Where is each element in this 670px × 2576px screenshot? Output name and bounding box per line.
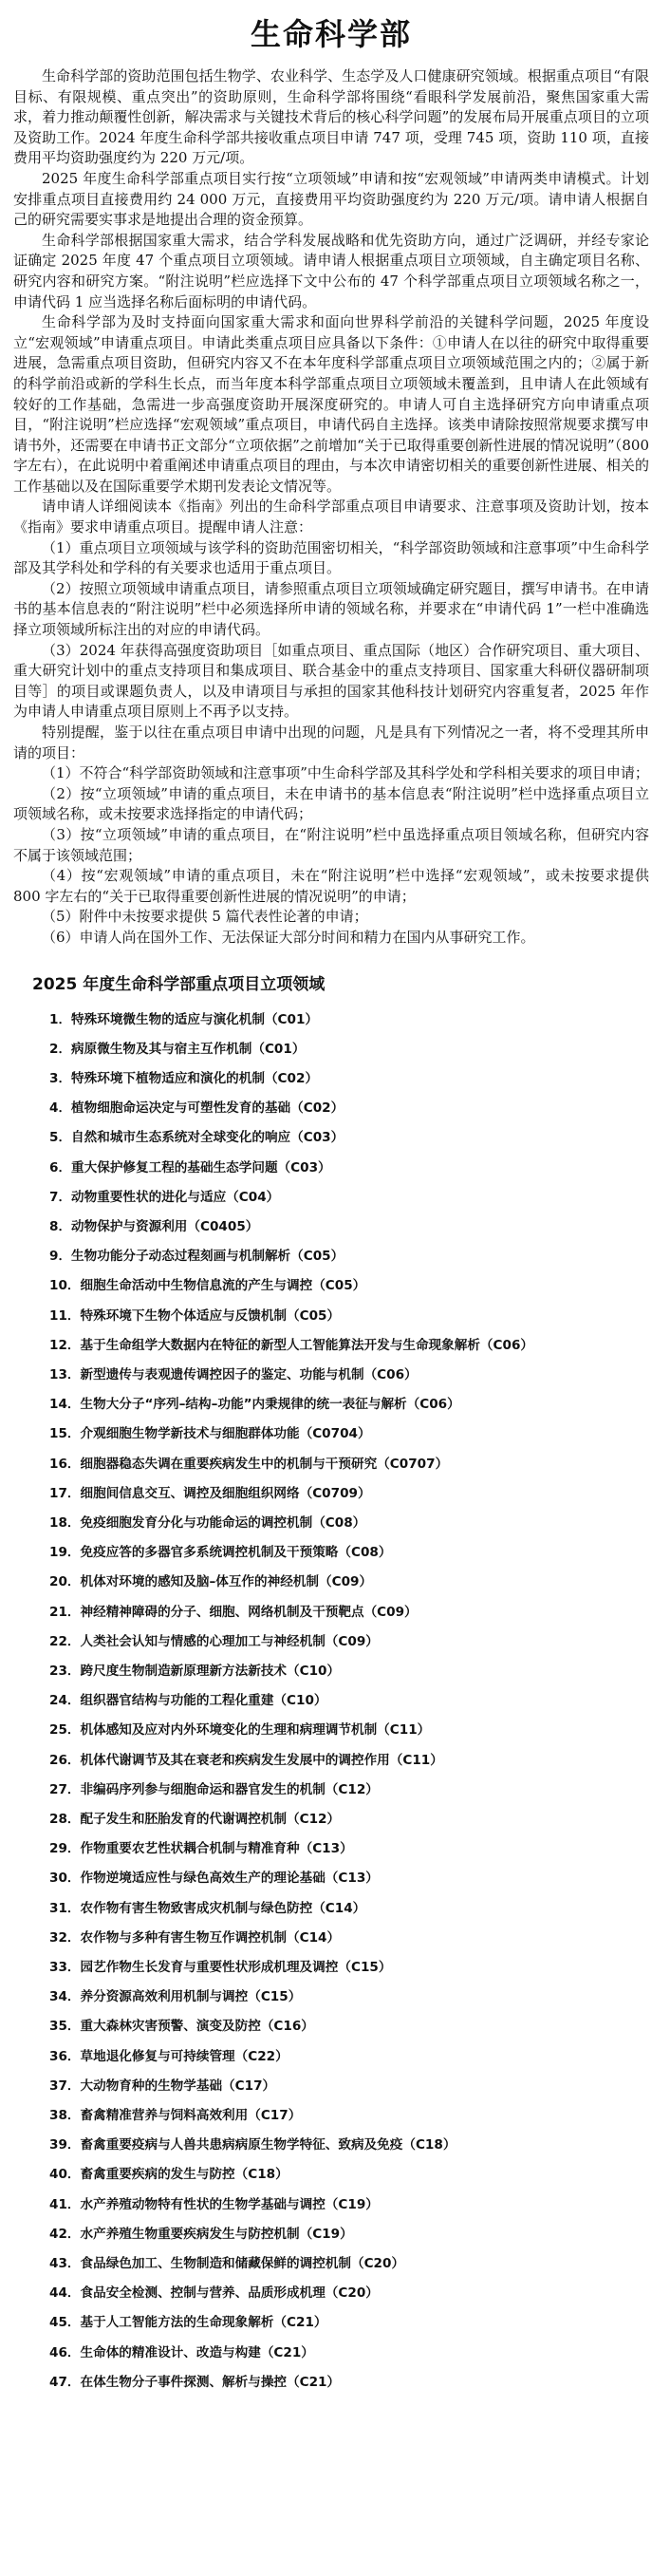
area-item: 35．重大森林灾害预警、演变及防控（C16） [49, 2019, 314, 2035]
area-item: 22．人类社会认知与情感的心理加工与神经机制（C09） [49, 1633, 379, 1649]
paragraph: 生命科学部的资助范围包括生物学、农业科学、生态学及人口健康研究领域。根据重点项目“有限目标、有限规模、重点突出”的资助原则，生命科学部将围绕“看眼科学发展前沿，聚焦国家重大需求，着力推动颠覆性创新，解决需求与关键技术背后的核心科学问题”的发展布局开展重点项目的立项及资助工作。2024 年度生命科学部共接收重点项目申请 747 项，受理 745 项，资助 110 项，直接费用平均资助强度约为 220 万元/项。 [13, 67, 649, 167]
paragraph: 生命科学部根据国家重大需求，结合学科发展战略和优先资助方向，通过广泛调研，并经专家论证确定 2025 年度 47 个重点项目立项领域。请申请人根据重点项目立项领域，自主确定项目名称、研究内容和研究方案。“附注说明”栏应选择下文中公布的 47 个科学部重点项目立项领域名称之一，申请代码 1 应当选择名称后面标明的申请代码。 [13, 231, 649, 310]
area-item: 39．畜禽重要疫病与人兽共患病病原生物学特征、致病及免疫（C18） [49, 2137, 456, 2153]
paragraph: （4）按“宏观领域”申请的重点项目，未在“附注说明”栏中选择“宏观领域”，或未按要求提供 800 字左右的“关于已取得重要创新性进展的情况说明”的申请； [13, 867, 649, 905]
area-item: 2．病原微生物及其与宿主互作机制（C01） [49, 1041, 306, 1057]
page-title: 生命科学部 [250, 16, 412, 52]
paragraph: （5）附件中未按要求提供 5 篇代表性论著的申请； [42, 908, 368, 926]
area-item: 7．动物重要性状的进化与适应（C04） [49, 1189, 280, 1205]
area-item: 21．神经精神障碍的分子、细胞、网络机制及干预靶点（C09） [49, 1604, 418, 1620]
area-item: 12．基于生命组学大数据内在特征的新型人工智能算法开发与生命现象解析（C06） [49, 1337, 533, 1353]
area-item: 11．特殊环境下生物个体适应与反馈机制（C05） [49, 1307, 341, 1324]
area-item: 19．免疫应答的多器官多系统调控机制及干预策略（C08） [49, 1545, 392, 1561]
area-item: 40．畜禽重要疾病的发生与防控（C18） [49, 2167, 288, 2183]
area-item: 41．水产养殖动物特有性状的生物学基础与调控（C19） [49, 2196, 379, 2212]
area-item: 29．作物重要农艺性状耦合机制与精准育种（C13） [49, 1841, 353, 1857]
area-item: 30．作物逆境适应性与绿色高效生产的理论基础（C13） [49, 1871, 379, 1887]
area-item: 16．细胞器稳态失调在重要疾病发生中的机制与干预研究（C0707） [49, 1456, 449, 1472]
area-item: 43．食品绿色加工、生物制造和储藏保鲜的调控机制（C20） [49, 2256, 405, 2272]
areas-list [13, 1006, 649, 2398]
paragraph: （6）申请人尚在国外工作、无法保证大部分时间和精力在国内从事研究工作。 [42, 928, 535, 946]
area-item: 9．生物功能分子动态过程刻画与机制解析（C05） [49, 1249, 344, 1265]
section-title: 2025 年度生命科学部重点项目立项领域 [32, 974, 326, 994]
area-item: 37．大动物育种的生物学基础（C17） [49, 2078, 276, 2094]
area-item: 34．养分资源高效利用机制与调控（C15） [49, 1989, 302, 2005]
area-item: 3．特殊环境下植物适应和演化的机制（C02） [49, 1070, 319, 1086]
paragraph: （2）按照立项领域申请重点项目，请参照重点项目立项领域确定研究题目，撰写申请书。在申请书的基本信息表的“附注说明”栏中必须选择所申请的领域名称，并要求在“申请代码 1”一栏中准确选择立项领域所标注出的对应的申请代码。 [13, 579, 649, 639]
area-item: 6．重大保护修复工程的基础生态学问题（C03） [49, 1159, 331, 1175]
paragraph: （1）不符合“科学部资助领域和注意事项”中生命科学部及其科学处和学科相关要求的项目申请； [42, 764, 649, 782]
area-item: 44．食品安全检测、控制与营养、品质形成机理（C20） [49, 2285, 379, 2302]
area-item: 26．机体代谢调节及其在衰老和疾病发生发展中的调控作用（C11） [49, 1752, 443, 1768]
area-item: 33．园艺作物生长发育与重要性状形成机理及调控（C15） [49, 1960, 392, 1976]
area-item: 17．细胞间信息交互、调控及细胞组织网络（C0709） [49, 1485, 371, 1501]
paragraph: （3）按“立项领域”申请的重点项目，在“附注说明”栏中虽选择重点项目领域名称，但研究内容不属于该领域范围； [13, 825, 649, 864]
paragraph: （1）重点项目立项领域与该学科的资助范围密切相关，“科学部资助领域和注意事项”中生命科学部及其学科处和学科的有关要求也适用于重点项目。 [13, 538, 649, 577]
paragraph: （2）按“立项领域”申请的重点项目，未在申请书的基本信息表“附注说明”栏中选择重点项目立项领域名称，或未按要求选择指定的申请代码； [13, 784, 649, 823]
area-item: 32．农作物与多种有害生物互作调控机制（C14） [49, 1929, 341, 1946]
area-item: 45．基于人工智能方法的生命现象解析（C21） [49, 2315, 327, 2331]
area-item: 13．新型遗传与表观遗传调控因子的鉴定、功能与机制（C06） [49, 1366, 418, 1382]
area-item: 36．草地退化修复与可持续管理（C22） [49, 2048, 288, 2064]
area-item: 23．跨尺度生物制造新原理新方法新技术（C10） [49, 1664, 341, 1679]
paragraph: 2025 年度生命科学部重点项目实行按“立项领域”申请和按“宏观领域”申请两类申请模式。计划安排重点项目直接费用约 24 000 万元，直接费用平均资助强度约为 220 万元/项。请申请人根据自己的研究需要实事求是地提出合理的资金预算。 [13, 169, 649, 229]
area-item: 42．水产养殖生物重要疾病发生与防控机制（C19） [49, 2226, 353, 2242]
area-item: 8．动物保护与资源利用（C0405） [49, 1218, 259, 1234]
area-item: 10．细胞生命活动中生物信息流的产生与调控（C05） [49, 1278, 366, 1294]
area-item: 46．生命体的精准设计、改造与构建（C21） [49, 2344, 314, 2360]
area-item: 27．非编码序列参与细胞命运和器官发生的机制（C12） [49, 1781, 379, 1797]
area-item: 14．生物大分子“序列–结构–功能”内秉规律的统一表征与解析（C06） [49, 1397, 460, 1413]
area-item: 20．机体对环境的感知及脑–体互作的神经机制（C09） [49, 1574, 373, 1590]
area-item: 24．组织器官结构与功能的工程化重建（C10） [49, 1693, 327, 1709]
paragraph: （3）2024 年获得高强度资助项目［如重点项目、重点国际（地区）合作研究项目、重大项目、重大研究计划中的重点支持项目和集成项目、联合基金中的重点支持项目、国家重大科研仪器研制项目等］的项目或课题负责人，以及申请项目与承担的国家其他科技计划研究内容重复者，2025 年作为申请人申请重点项目原则上不再予以支持。 [13, 641, 649, 721]
paragraph: 生命科学部为及时支持面向国家重大需求和面向世界科学前沿的关键科学问题，2025 年度设立“宏观领域”申请重点项目。申请此类重点项目应具备以下条件：①申请人在以往的研究中取得重要进展，急需重点项目资助，但研究内容又不在本年度科学部重点项目立项领域范围之内的；②属于新的科学前沿或新的学科生长点，而当年度本科学部重点项目立项领域未覆盖到，且申请人在此领域有较好的工作基础，急需进一步高强度资助开展深度研究的。申请人可自主选择研究方向申请重点项目，“附注说明”栏应选择“宏观领域”重点项目，申请代码自主选择。该类申请除按照常规要求撰写申请书外，还需要在申请书正文部分“立项依据”之前增加“关于已取得重要创新性进展的情况说明”（800 字左右），在此说明中着重阐述申请重点项目的理由，与本次申请密切相关的重要创新性进展、相关的工作基础以及在国际重要学术期刊发表论文情况等。 [13, 313, 649, 495]
area-item: 15．介观细胞生物学新技术与细胞群体功能（C0704） [49, 1426, 371, 1442]
area-item: 28．配子发生和胚胎发育的代谢调控机制（C12） [49, 1812, 341, 1828]
area-item: 31．农作物有害生物致害成灾机制与绿色防控（C14） [49, 1900, 366, 1916]
body-text [13, 66, 649, 949]
paragraph: 请申请人详细阅读本《指南》列出的生命科学部重点项目申请要求、注意事项及资助计划，按本《指南》要求申请重点项目。提醒申请人注意： [13, 498, 649, 536]
area-item: 18．免疫细胞发育分化与功能命运的调控机制（C08） [49, 1514, 366, 1531]
area-item: 25．机体感知及应对内外环境变化的生理和病理调节机制（C11） [49, 1722, 431, 1739]
area-item: 1．特殊环境微生物的适应与演化机制（C01） [49, 1011, 319, 1027]
area-item: 4．植物细胞命运决定与可塑性发育的基础（C02） [49, 1100, 344, 1117]
area-item: 38．畜禽精准营养与饲料高效利用（C17） [49, 2108, 302, 2124]
area-item: 5．自然和城市生态系统对全球变化的响应（C03） [49, 1130, 344, 1146]
paragraph: 特别提醒，鉴于以往在重点项目申请中出现的问题，凡是具有下列情况之一者，将不受理其所申请的项目： [13, 724, 649, 762]
area-item: 47．在体生物分子事件探测、解析与操控（C21） [49, 2374, 341, 2390]
